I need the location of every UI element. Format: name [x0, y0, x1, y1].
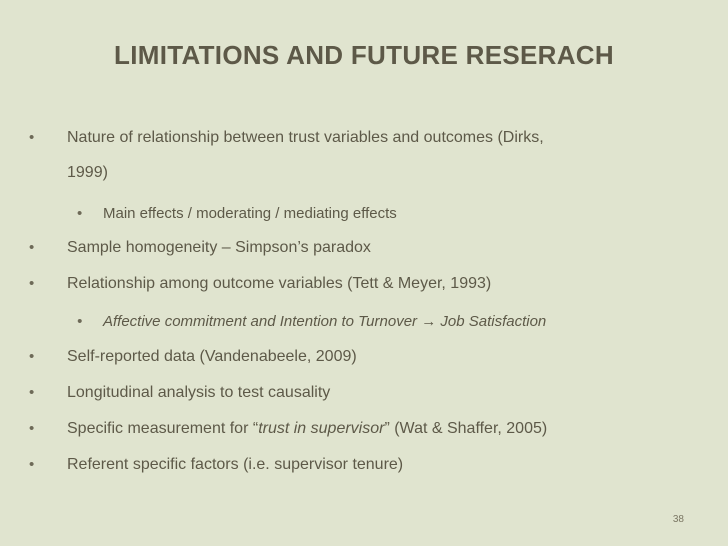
- bullet-text: Relationship among outcome variables (Tett & Meyer, 1993): [67, 275, 492, 292]
- bullet-item: [29, 274, 492, 294]
- slide-title: LIMITATIONS AND FUTURE RESERACH: [114, 40, 614, 70]
- bullet-text: Longitudinal analysis to test causality: [67, 384, 331, 401]
- right-arrow-icon: →: [421, 313, 437, 330]
- bullet-text-emphasis: trust in supervisor: [258, 420, 385, 437]
- bullet-item: [29, 419, 548, 439]
- bullet-text: Referent specific factors (i.e. supervisor tenure): [67, 456, 404, 473]
- bullet-item: [29, 455, 404, 475]
- sub-bullet-text: Affective commitment and Intention to Turnover: [103, 313, 422, 330]
- bullet-dot-icon: •: [77, 205, 83, 222]
- bullet-dot-icon: •: [29, 275, 35, 292]
- sub-bullet-item: [77, 204, 397, 224]
- bullet-dot-icon: •: [29, 420, 35, 437]
- bullet-item: [29, 238, 371, 258]
- bullet-text-continuation: 1999): [67, 164, 108, 181]
- bullet-text: ” (Wat & Shaffer, 2005): [384, 420, 548, 437]
- bullet-item: [29, 383, 331, 403]
- bullet-item: [29, 347, 357, 367]
- bullet-dot-icon: •: [29, 384, 35, 401]
- sub-bullet-item: [77, 312, 547, 332]
- bullet-item: [29, 128, 544, 148]
- bullet-dot-icon: •: [29, 456, 35, 473]
- sub-bullet-text: Job Satisfaction: [436, 313, 547, 330]
- sub-bullet-text: Main effects / moderating / mediating effects: [103, 205, 397, 222]
- bullet-text: Specific measurement for “: [67, 420, 259, 437]
- bullet-text: Nature of relationship between trust variables and outcomes (Dirks,: [67, 129, 544, 146]
- bullet-text: Sample homogeneity – Simpson’s paradox: [67, 239, 371, 256]
- bullet-dot-icon: •: [29, 348, 35, 365]
- page-number: 38: [672, 514, 684, 525]
- bullet-dot-icon: •: [29, 129, 35, 146]
- bullet-dot-icon: •: [29, 239, 35, 256]
- bullet-dot-icon: •: [77, 313, 83, 330]
- bullet-text: Self-reported data (Vandenabeele, 2009): [67, 348, 357, 365]
